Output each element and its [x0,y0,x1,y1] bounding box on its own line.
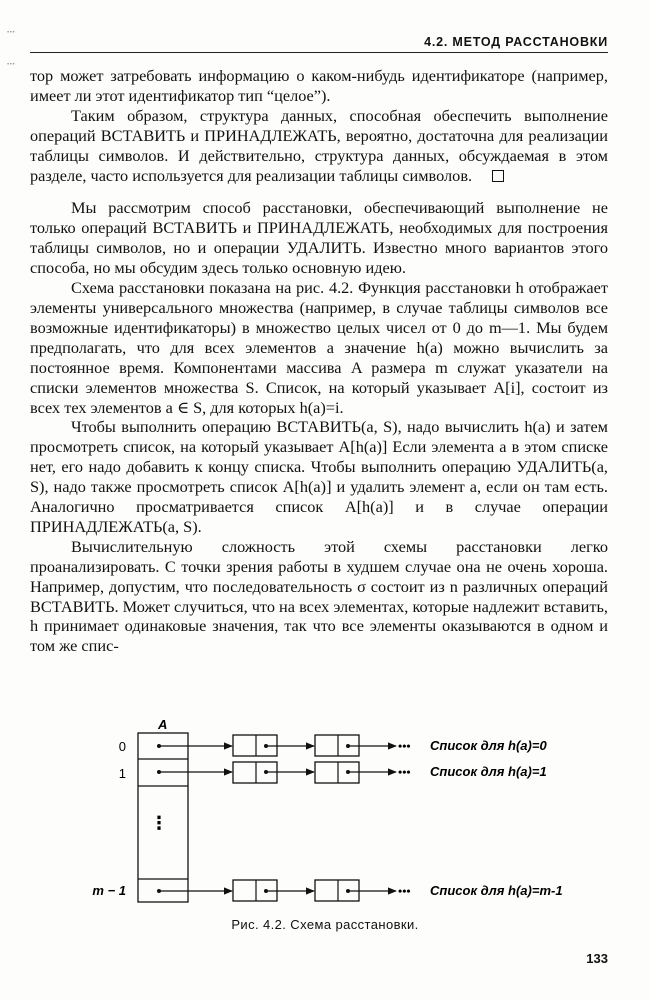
page-number: 133 [586,951,608,966]
paragraph: Таким образом, структура данных, способная обеспечить выполнение операций ВСТАВИТЬ и ПРИНАДЛЕЖАТЬ, вероятно, достаточна для реализации таблицы символов. И действительно, структура данных, обсуждаемая в этом разделе, часто используется для реализации таблицы символов. [30,105,608,185]
paragraph: Схема расстановки показана на рис. 4.2. Функция расстановки h отображает элементы универсального множества (например, в случае таблицы символов все возможные идентификаторы) в множество целых чисел от 0 до m—1. Мы будем предполагать, что для всех элементов a значение h(a) можно вычислить за постоянное время. Компонентами массива A размера m служат указатели на списки элементов множества S. Список, на который указывает A[i], состоит из всех тех элементов a ∈ S, для которых h(a)=i. [30,278,608,417]
array-label: A [158,717,168,732]
row-label-0: 0 [118,739,126,754]
list-row-0 [157,735,547,756]
list-label-1: Список для h(a)=1 [430,764,547,779]
body-text [30,66,608,656]
list-row-1 [157,762,547,783]
svg-text:•••: ••• [398,739,411,753]
svg-text:•••: ••• [398,884,411,898]
end-of-proof-box-icon [492,170,504,182]
running-header [30,32,608,53]
paragraph: тор может затребовать информацию о каком-нибудь идентификаторе (например, имеет ли этот идентификатор тип “целое”). [30,66,608,105]
paragraph: Мы рассмотрим способ расстановки, обеспечивающий выполнение не только операций ВСТАВИТЬ и ПРИНАДЛЕЖАТЬ, необходимых для построения таблицы символов, но и операции УДАЛИТЬ. Известно много вариантов этого способа, но мы обсудим здесь только основную идею. [30,198,608,278]
row-label-1: 1 [118,766,126,781]
list-label-last: Список для h(a)=m-1 [430,883,563,898]
row-label-last: m − 1 [92,883,126,898]
svg-text:•••: ••• [398,765,411,779]
paragraph: Вычислительную сложность этой схемы расстановки легко проанализировать. С точки зрения работы в худшем случае она не очень хороша. Например, допустим, что последовательность σ состоит из n различных операций ВСТАВИТЬ. Может случиться, что на всех элементах, которые надлежит вставить, h принимает одинаковые значения, так что все элементы оказываются в одном и том же спис- [30,536,608,656]
list-label-0: Список для h(a)=0 [430,738,547,753]
margin-scan-mark: ⁝ [4,62,16,66]
list-row-last [157,880,563,901]
figure-caption: Рис. 4.2. Схема расстановки. [231,917,419,932]
vertical-ellipsis: ⋮ [150,813,168,834]
paragraph: Чтобы выполнить операцию ВСТАВИТЬ(a, S), надо вычислить h(a) и затем просмотреть список, на который указывает A[h(a)] Если элемента a в этом списке нет, его надо добавить к концу списка. Чтобы выполнить операцию УДАЛИТЬ(a, S), надо также просмотреть список A[h(a)] и удалить элемент a, если он там есть. Аналогично просматривается список A[h(a)] и в случае операции ПРИНАДЛЕЖАТЬ(a, S). [30,417,608,536]
margin-scan-mark: ⁝ [4,30,16,34]
hash-scheme-diagram [0,716,650,916]
header-title: 4.2. МЕТОД РАССТАНОВКИ [424,35,608,49]
